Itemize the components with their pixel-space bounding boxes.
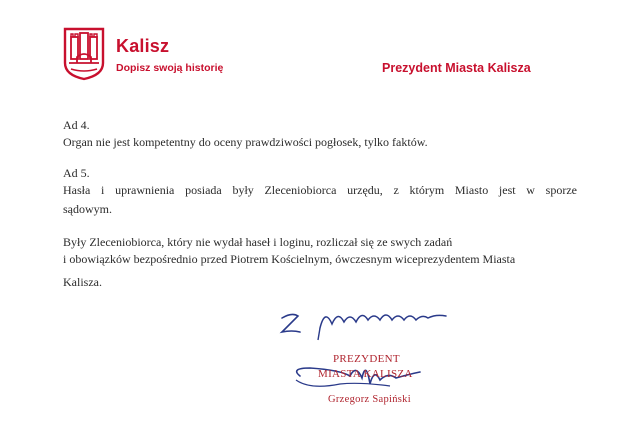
ad5-heading: Ad 5. xyxy=(63,166,90,180)
kalisz-logo-icon xyxy=(63,27,105,81)
ad4-text: Organ nie jest kompetentny do oceny prawdziwości pogłosek, tylko faktów. xyxy=(63,135,428,149)
para3-line-3: Kalisza. xyxy=(63,275,102,289)
para3-line-2: i obowiązków bezpośrednio przed Piotrem Kościelnym, ówczesnym wiceprezydentem Miasta xyxy=(63,252,516,266)
office-title: Prezydent Miasta Kalisza xyxy=(382,61,531,75)
brand-tagline: Dopisz swoją historię xyxy=(116,62,224,74)
stamp-name: Grzegorz Sapiński xyxy=(328,394,411,405)
stamp-line-1: PREZYDENT xyxy=(333,353,400,365)
brand-name: Kalisz xyxy=(116,36,170,56)
para3-line-1: Były Zleceniobiorca, który nie wydał haseł i loginu, rozliczał się ze swych zadań xyxy=(63,235,453,249)
ad5-line-2: sądowym. xyxy=(63,202,112,216)
ad5-line-1: Hasła i uprawnienia posiada były Zleceniobiorca urzędu, z którym Miasto jest w sporze xyxy=(63,183,577,197)
stamp-line-2: MIASTA KALISZA xyxy=(318,368,413,380)
ad4-heading: Ad 4. xyxy=(63,118,90,132)
